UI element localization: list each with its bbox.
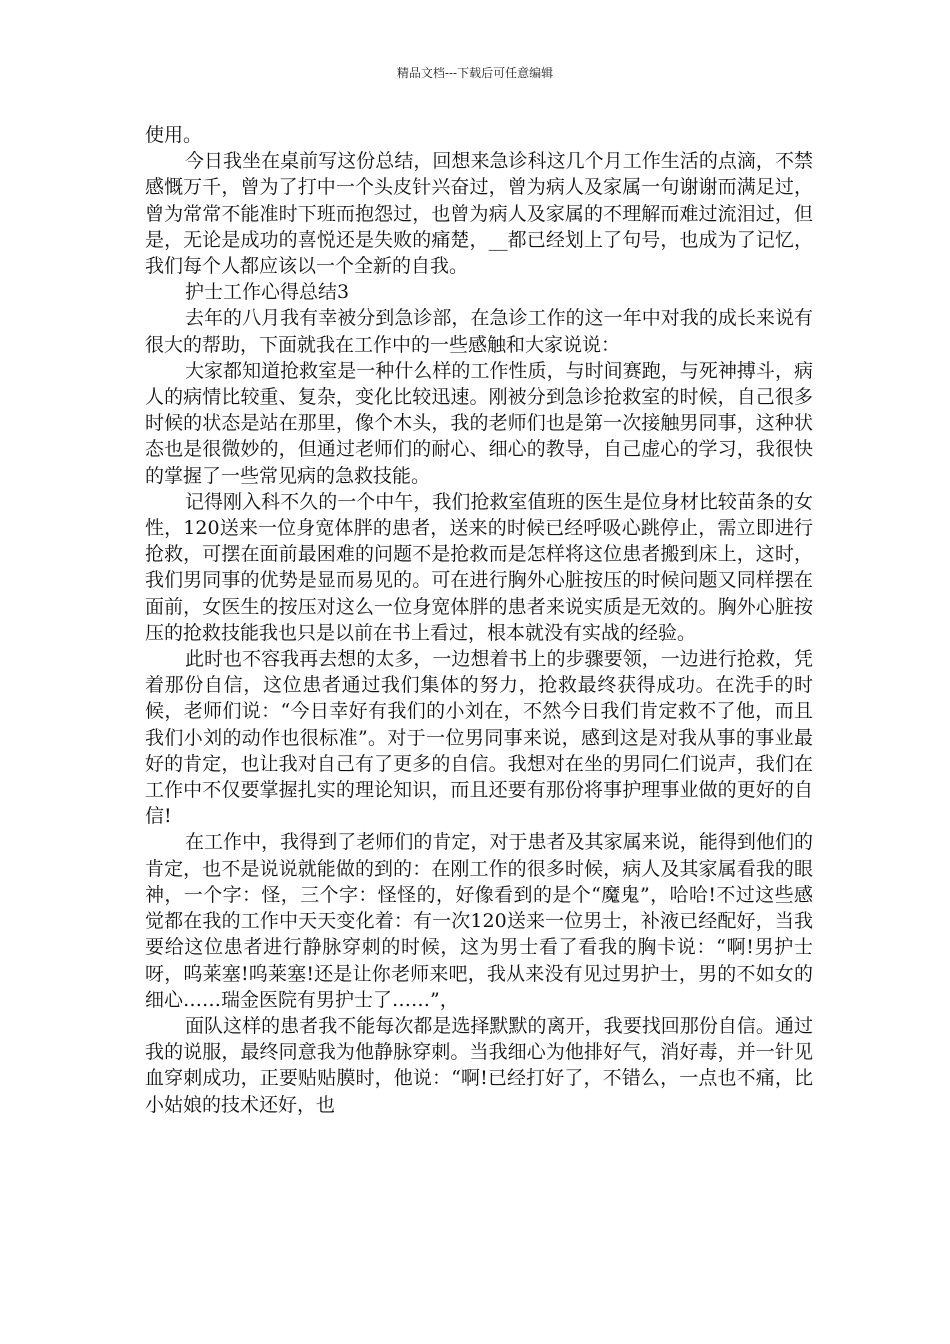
paragraph: 去年的八月我有幸被分到急诊部，在急诊工作的这一年中对我的成长来说有很大的帮助，下面就我在工作中的一些感触和大家说说： (145, 307, 813, 356)
document-body (145, 122, 813, 1118)
paragraph: 在工作中，我得到了老师们的肯定，对于患者及其家属来说，能得到他们的肯定，也不是说说就能做的到的：在刚工作的很多时候，病人及其家属看我的眼神，一个字：怪，三个字：怪怪的，好像看到的是个“魔鬼”，哈哈!不过这些感觉都在我的工作中天天变化着：有一次120送来一位男士，补液已经配好，当我要给这位患者进行静脉穿刺的时候，这为男士看了看我的胸卡说：“啊!男护士呀，呜莱塞!呜莱塞!还是让你老师来吧，我从来没有见过男护士，男的不如女的细心……瑞金医院有男护士了……”， (145, 831, 813, 1011)
page-header: 精品文档---下载后可任意编辑 (396, 66, 554, 80)
paragraph: 大家都知道抢救室是一种什么样的工作性质，与时间赛跑，与死神搏斗，病人的病情比较重、复杂，变化比较迅速。刚被分到急诊抢救室的时候，自己很多时候的状态是站在那里，像个木头，我的老师们也是第一次接触男同事，这种状态也是很微妙的，但通过老师们的耐心、细心的教导，自己虚心的学习，我很快的掌握了一些常见病的急救技能。 (145, 359, 813, 487)
paragraph: 此时也不容我再去想的太多，一边想着书上的步骤要领，一边进行抢救，凭着那份自信，这位患者通过我们集体的努力，抢救最终获得成功。在洗手的时候，老师们说：“今日幸好有我们的小刘在，不然今日我们肯定救不了他，而且我们小刘的动作也很标准”。对于一位男同事来说，感到这是对我从事的事业最好的肯定，也让我对自己有了更多的自信。我想对在坐的男同仁们说声，我们在工作中不仅要掌握扎实的理论知识，而且还要有那份将事护理事业做的更好的自信! (145, 648, 813, 828)
paragraph: 记得刚入科不久的一个中午，我们抢救室值班的医生是位身材比较苗条的女性，120送来一位身宽体胖的患者，送来的时候已经呼吸心跳停止，需立即进行抢救，可摆在面前最困难的问题不是抢救而是怎样将这位患者搬到床上，这时，我们男同事的优势是显而易见的。可在进行胸外心脏按压的时候问题又同样摆在面前，女医生的按压对这么一位身宽体胖的患者来说实质是无效的。胸外心脏按压的抢救技能我也只是以前在书上看过，根本就没有实战的经验。 (145, 490, 813, 644)
paragraph-continuation: 使用。 (145, 124, 203, 146)
paragraph: 今日我坐在桌前写这份总结，回想来急诊科这几个月工作生活的点滴，不禁感慨万千，曾为了打中一个头皮针兴奋过，曾为病人及家属一句谢谢而满足过，曾为常常不能准时下班而抱怨过，也曾为病人及家属的不理解而难过流泪过，但是，无论是成功的喜悦还是失败的痛楚，__都已经划上了句号，也成为了记忆，我们每个人都应该以一个全新的自我。 (145, 150, 813, 278)
paragraph: 面队这样的患者我不能每次都是选择默默的离开，我要找回那份自信。通过我的说服，最终同意我为他静脉穿刺。当我细心为他排好气，消好毒，并一针见血穿刺成功，正要贴贴膜时，他说：“啊!已经打好了，不错么，一点也不痛，比小姑娘的技术还好，也 (145, 1014, 813, 1116)
section-heading: 护士工作心得总结3 (185, 281, 350, 304)
